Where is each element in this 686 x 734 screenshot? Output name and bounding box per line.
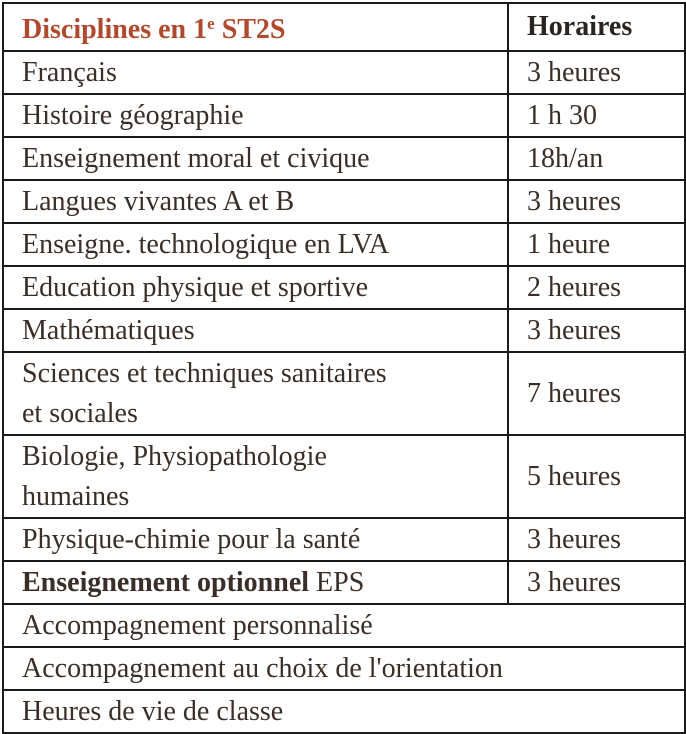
st2s-timetable xyxy=(2,2,686,734)
title-main: Disciplines en 1 xyxy=(22,14,208,45)
discipline-cell: Enseignement moral et civique xyxy=(3,137,508,180)
discipline-line-2: et sociales xyxy=(22,397,138,429)
hours-header: Horaires xyxy=(508,3,685,51)
hours-cell: 2 heures xyxy=(508,266,685,309)
discipline-cell: Enseigne. technologique en LVA xyxy=(3,223,508,266)
discipline-bold: Enseignement optionnel xyxy=(22,566,310,598)
discipline-cell: Histoire géographie xyxy=(3,94,508,137)
hours-cell: 3 heures xyxy=(508,561,685,604)
table-row xyxy=(3,561,685,604)
full-width-cell: Heures de vie de classe xyxy=(3,690,685,733)
table-row-full xyxy=(3,690,685,733)
hours-cell: 1 heure xyxy=(508,223,685,266)
discipline-rest: EPS xyxy=(309,566,365,598)
table-row xyxy=(3,266,685,309)
disciplines-header xyxy=(3,3,508,51)
hours-cell: 3 heures xyxy=(508,518,685,561)
full-width-cell: Accompagnement personnalisé xyxy=(3,604,685,647)
discipline-cell: Education physique et sportive xyxy=(3,266,508,309)
hours-cell: 5 heures xyxy=(508,435,685,518)
discipline-cell xyxy=(3,435,508,518)
table-row-full xyxy=(3,647,685,690)
hours-cell: 1 h 30 xyxy=(508,94,685,137)
table-row-full xyxy=(3,604,685,647)
table-row xyxy=(3,518,685,561)
title-end: ST2S xyxy=(214,14,286,45)
discipline-line-2: humaines xyxy=(22,480,130,512)
table-row xyxy=(3,309,685,352)
title-superscript: e xyxy=(207,14,215,33)
discipline-cell: Physique-chimie pour la santé xyxy=(3,518,508,561)
table-header-row xyxy=(3,3,685,51)
table-row xyxy=(3,435,685,518)
hours-cell: 18h/an xyxy=(508,137,685,180)
discipline-cell: Mathématiques xyxy=(3,309,508,352)
discipline-line-1: Sciences et techniques sanitaires xyxy=(22,357,387,389)
hours-cell: 3 heures xyxy=(508,180,685,223)
full-width-cell: Accompagnement au choix de l'orientation xyxy=(3,647,685,690)
discipline-cell xyxy=(3,352,508,435)
table-row xyxy=(3,51,685,94)
table-row xyxy=(3,94,685,137)
discipline-cell: Français xyxy=(3,51,508,94)
discipline-cell xyxy=(3,561,508,604)
discipline-cell: Langues vivantes A et B xyxy=(3,180,508,223)
table-row xyxy=(3,137,685,180)
hours-cell: 7 heures xyxy=(508,352,685,435)
table-row xyxy=(3,352,685,435)
hours-cell: 3 heures xyxy=(508,309,685,352)
table-row xyxy=(3,223,685,266)
discipline-line-1: Biologie, Physiopathologie xyxy=(22,440,327,472)
table-row xyxy=(3,180,685,223)
hours-cell: 3 heures xyxy=(508,51,685,94)
